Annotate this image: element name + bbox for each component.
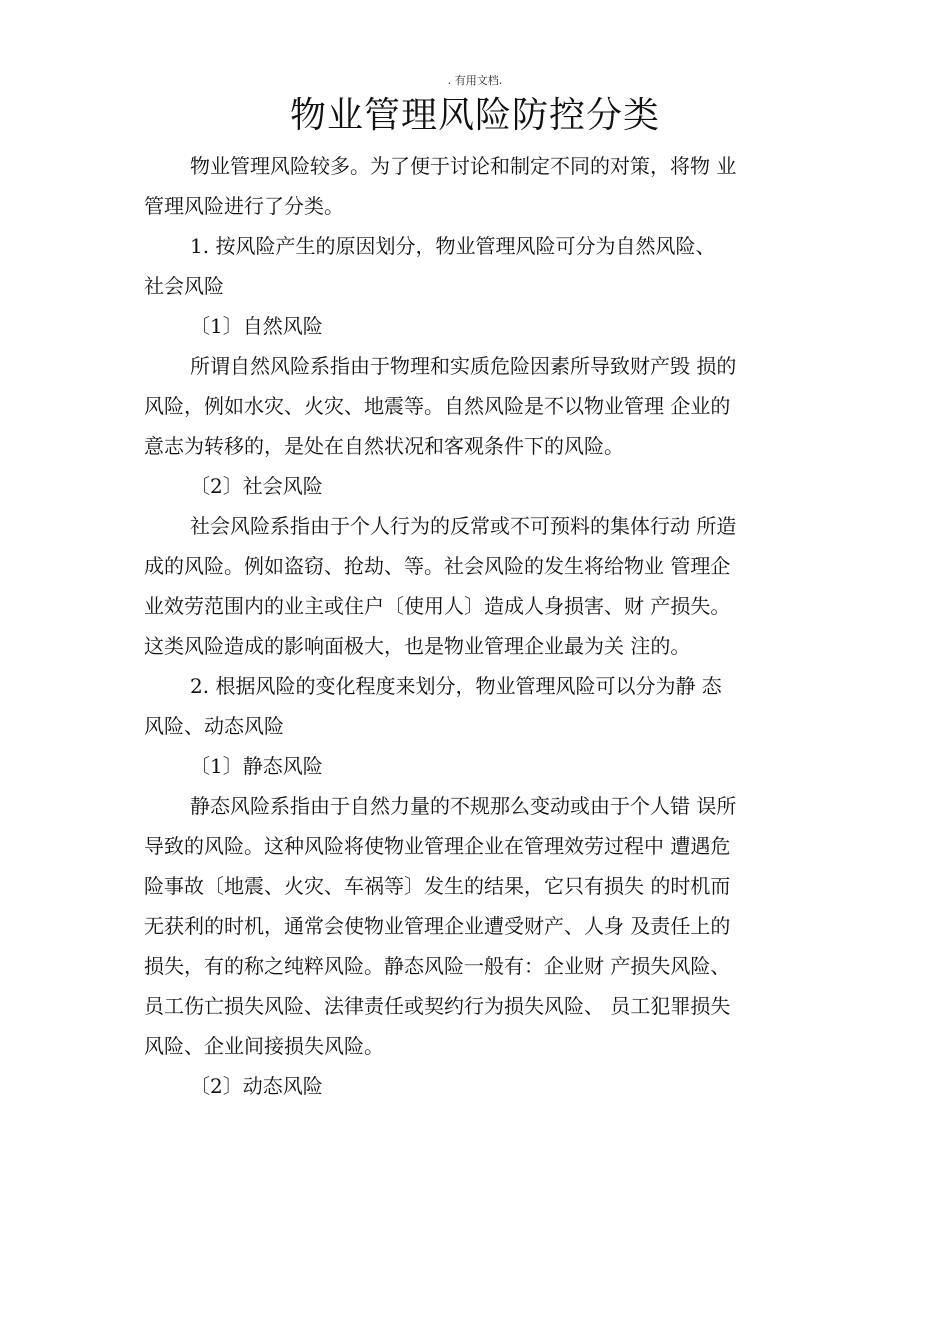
subsection-heading: 〔1〕静态风险 bbox=[190, 754, 323, 778]
paragraph-line: 物业管理风险较多。为了便于讨论和制定不同的对策，将物 业 bbox=[190, 154, 737, 178]
paragraph-line: 风险、企业间接损失风险。 bbox=[144, 1034, 384, 1058]
paragraph-line: 无获利的时机，通常会使物业管理企业遭受财产、人身 及责任上的 bbox=[144, 914, 731, 938]
section-heading-line: 风险、动态风险 bbox=[144, 714, 284, 738]
paragraph-line: 所谓自然风险系指由于物理和实质危险因素所导致财产毁 损的 bbox=[190, 354, 737, 378]
paragraph-line: 意志为转移的，是处在自然状况和客观条件下的风险。 bbox=[144, 434, 624, 458]
header-note: . 有用文档. bbox=[447, 74, 503, 87]
paragraph-line: 导致的风险。这种风险将使物业管理企业在管理效劳过程中 遭遇危 bbox=[144, 834, 731, 858]
paragraph-line: 员工伤亡损失风险、法律责任或契约行为损失风险、 员工犯罪损失 bbox=[144, 994, 731, 1018]
subsection-heading: 〔1〕自然风险 bbox=[190, 314, 323, 338]
section-heading-line: 2. 根据风险的变化程度来划分，物业管理风险可以分为静 态 bbox=[190, 674, 722, 698]
paragraph-line: 管理风险进行了分类。 bbox=[144, 194, 344, 218]
document-title: 物业管理风险防控分类 bbox=[289, 95, 660, 136]
subsection-heading: 〔2〕社会风险 bbox=[190, 474, 323, 498]
paragraph-line: 损失，有的称之纯粹风险。静态风险一般有：企业财 产损失风险、 bbox=[144, 954, 731, 978]
subsection-heading: 〔2〕动态风险 bbox=[190, 1074, 323, 1098]
paragraph-line: 风险，例如水灾、火灾、地震等。自然风险是不以物业管理 企业的 bbox=[144, 394, 731, 418]
paragraph-line: 这类风险造成的影响面极大，也是物业管理企业最为关 注的。 bbox=[144, 634, 691, 658]
paragraph-line: 静态风险系指由于自然力量的不规那么变动或由于个人错 误所 bbox=[190, 794, 737, 818]
paragraph-line: 业效劳范围内的业主或住户〔使用人〕造成人身损害、财 产损失。 bbox=[144, 594, 731, 618]
section-heading-line: 1. 按风险产生的原因划分，物业管理风险可分为自然风险、 bbox=[190, 234, 716, 258]
paragraph-line: 社会风险系指由于个人行为的反常或不可预料的集体行动 所造 bbox=[190, 514, 737, 538]
paragraph-line: 成的风险。例如盗窃、抢劫、等。社会风险的发生将给物业 管理企 bbox=[144, 554, 731, 578]
paragraph-line: 险事故〔地震、火灾、车祸等〕发生的结果，它只有损失 的时机而 bbox=[144, 874, 731, 898]
section-heading-line: 社会风险 bbox=[144, 274, 224, 298]
document-body bbox=[144, 146, 820, 1106]
